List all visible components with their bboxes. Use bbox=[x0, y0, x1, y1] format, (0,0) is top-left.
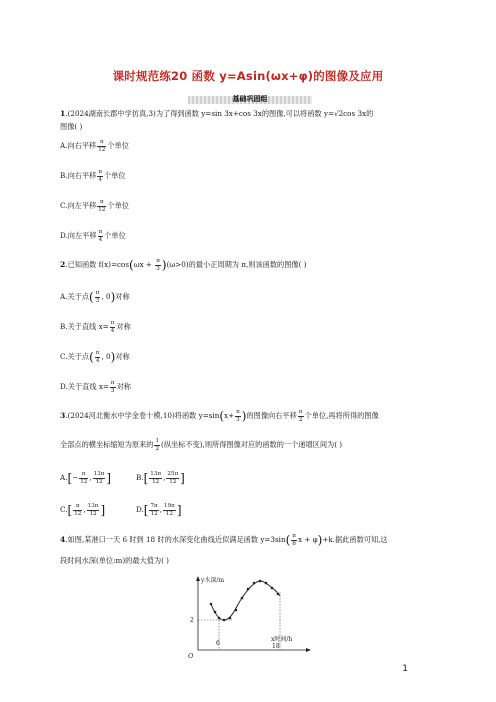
q2-option-b[interactable]: B.关于直线 x= $\frac{\pi}{4}$ 对称 bbox=[60, 320, 131, 334]
q3-line1: 3.(2024河北衡水中学金卷十模,10)将函数 y=sin(x+ $\frac{\pi}{3}$ )的图像向右平移 $\frac{\pi}{2}$ 个单位,再将所得的图像 bbox=[60, 409, 379, 423]
curve-point bbox=[259, 580, 262, 583]
q3-line2: 全部点的横坐标缩短为原来的 $\frac{1}{2}$ (纵坐标不变),则所得图像对应的函数的一个递增区间为( ) bbox=[60, 438, 343, 452]
curve-point bbox=[265, 582, 268, 585]
y-axis-arrow bbox=[196, 576, 200, 581]
curve-point bbox=[241, 597, 244, 600]
x-axis-arrow bbox=[306, 648, 311, 652]
q1-option-b[interactable]: B.向右平移 $\frac{\pi}{4}$ 个单位 bbox=[60, 169, 126, 183]
q2-stem: 2.已知函数 f(x)=cos(ωx + $\frac{\pi}{3}$ )(ω>0)的最小正周期为 π,则该函数的图像( ) bbox=[60, 258, 307, 272]
q1-line1: 1.(2024湖南长郡中学仿真,3)为了得到函数 y=sin 3x+cos 3x的图像,可以将函数 y=√2cos 3x的 bbox=[60, 109, 374, 118]
origin-label: O bbox=[188, 652, 194, 660]
x-axis-label: x时间/h bbox=[271, 636, 293, 643]
curve-point bbox=[229, 617, 232, 620]
curve-point bbox=[271, 587, 274, 590]
q2-number: 2 bbox=[60, 260, 66, 269]
q4-number: 4 bbox=[60, 535, 66, 544]
y-axis-label: y水深/m bbox=[201, 577, 225, 584]
y-tick-label: 2 bbox=[190, 617, 194, 624]
water-depth-graph bbox=[184, 574, 314, 660]
curve-point bbox=[247, 588, 250, 591]
curve-point bbox=[210, 603, 213, 606]
q1-option-d[interactable]: D.向左平移 $\frac{\pi}{4}$ 个单位 bbox=[60, 229, 126, 243]
curve-point bbox=[218, 617, 221, 620]
x-tick-6-label: 6 bbox=[216, 640, 220, 647]
curve-point bbox=[223, 619, 226, 622]
section-heading: 基础巩固组 bbox=[232, 95, 268, 103]
depth-curve bbox=[211, 581, 280, 620]
curve-point bbox=[253, 582, 256, 585]
x-tick-18-label: 18 bbox=[272, 643, 280, 650]
page-number: 1 bbox=[402, 664, 408, 674]
q1-option-c[interactable]: C.向左平移 $\frac{\pi}{12}$ 个单位 bbox=[60, 199, 129, 213]
q2-option-c[interactable]: C.关于点( $\frac{\pi}{4}$ , 0)对称 bbox=[60, 350, 130, 364]
curve-point bbox=[277, 593, 280, 596]
q2-option-a[interactable]: A.关于点( $\frac{\pi}{3}$ , 0)对称 bbox=[60, 290, 130, 304]
q3-option-b[interactable]: B.[ $\frac{13\pi}{12}$ , $\frac{25\pi}{12}$ ] bbox=[136, 471, 185, 485]
q3-option-c[interactable]: C.[ $\frac{\pi}{12}$ , $\frac{13\pi}{12}$ ] bbox=[60, 503, 106, 517]
q3-option-d[interactable]: D.[ $\frac{7\pi}{12}$ , $\frac{19\pi}{12}$ ] bbox=[136, 503, 182, 517]
q2-option-d[interactable]: D.关于直线 x= $\frac{\pi}{3}$ 对称 bbox=[60, 380, 131, 394]
page-title: 课时规范练20 函数 y=Asin(ωx+φ)的图像及应用 bbox=[112, 69, 384, 83]
q1-line2: 图像( ) bbox=[60, 122, 83, 131]
q1-number: 1 bbox=[60, 109, 66, 118]
q4-line1: 4.如图,某港口一天 6 时到 18 时的水深变化曲线近似满足函数 y=3sin( $\frac{\pi}{6}$ x + φ)+k.据此函数可知,这 bbox=[60, 533, 388, 547]
curve-point bbox=[214, 611, 217, 614]
q3-option-a[interactable]: A.[− $\frac{\pi}{12}$ , $\frac{13\pi}{12}$ ] bbox=[60, 471, 112, 485]
q4-line2: 段时间水深(单位:m)的最大值为( ) bbox=[60, 556, 169, 565]
curve-point bbox=[235, 609, 238, 612]
q1-option-a[interactable]: A.向右平移 $\frac{\pi}{12}$ 个单位 bbox=[60, 139, 129, 153]
q3-number: 3 bbox=[60, 411, 66, 420]
